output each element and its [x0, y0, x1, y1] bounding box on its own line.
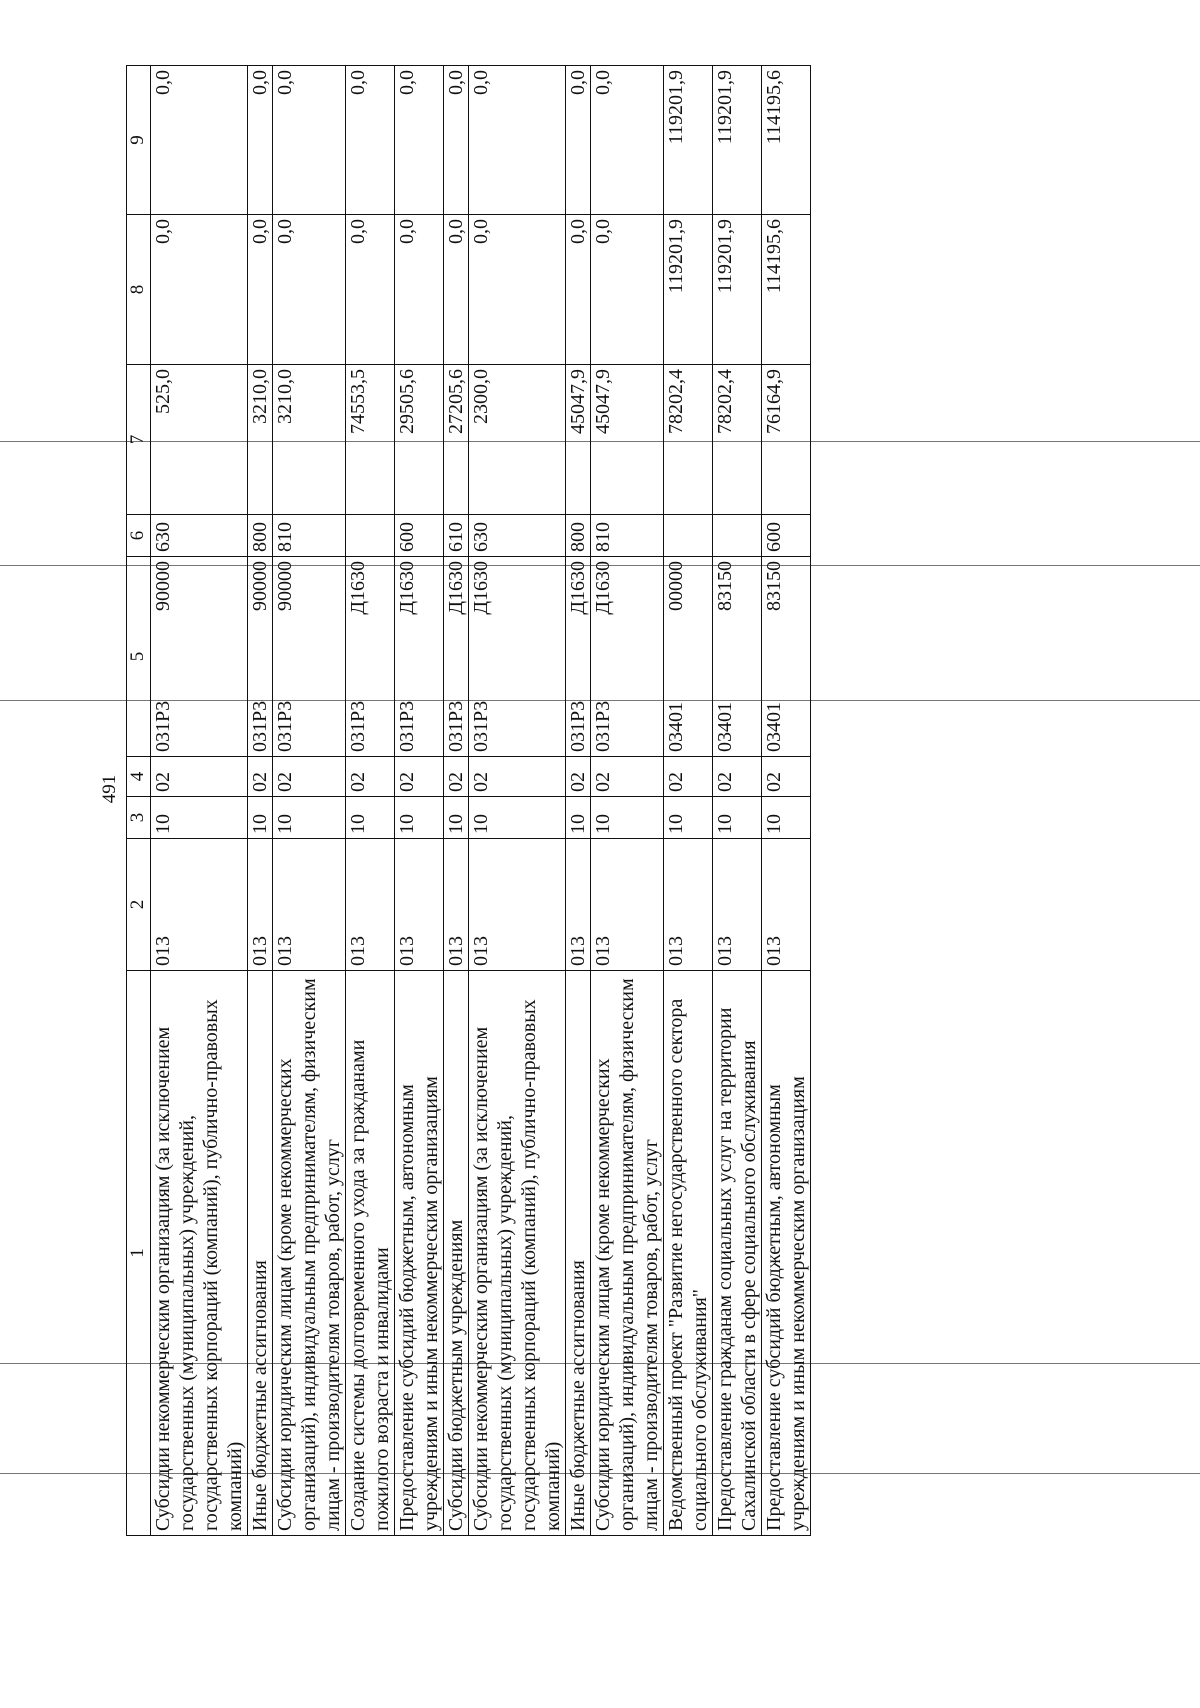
row-name: Субсидии некоммерческим организациям (за исключением государственных (муниципальных) учреждений, государственных корпораций (компаний), публично-правовых компаний) — [150, 971, 247, 1536]
amount-col-7: 3210,0 — [247, 365, 272, 515]
target-article-code — [443, 557, 468, 757]
direction-code: 83150 — [713, 561, 736, 611]
program-code: 031P3 — [469, 700, 492, 752]
ministry-code: 013 — [565, 839, 590, 971]
ministry-code: 013 — [590, 839, 663, 971]
expense-type-code: 810 — [590, 515, 663, 557]
amount-col-9: 0,0 — [565, 66, 590, 215]
subsection-code: 02 — [565, 757, 590, 797]
row-name: Создание системы долговременного ухода за гражданами пожилого возраста и инвалидами — [345, 971, 394, 1536]
subsection-code: 02 — [150, 757, 247, 797]
target-article-code — [247, 557, 272, 757]
target-article-code — [272, 557, 345, 757]
direction-code: 90000 — [273, 561, 296, 611]
amount-col-7: 78202,4 — [712, 365, 761, 515]
expense-type-code: 630 — [150, 515, 247, 557]
row-name: Предоставление субсидий бюджетным, автономным учреждениям и иным некоммерческим организациям — [761, 971, 810, 1536]
rotated-table-wrapper — [126, 66, 996, 1536]
subsection-code: 02 — [345, 757, 394, 797]
table-row — [247, 66, 272, 1536]
amount-col-9: 0,0 — [443, 66, 468, 215]
amount-col-8: 0,0 — [247, 215, 272, 365]
row-name: Субсидии юридическим лицам (кроме некоммерческих организаций), индивидуальным предпринимателям, физическим лицам - производителям товаров, работ, услуг — [590, 971, 663, 1536]
section-code: 10 — [590, 797, 663, 839]
amount-col-7: 45047,9 — [565, 365, 590, 515]
ministry-code: 013 — [247, 839, 272, 971]
column-header: 7 — [127, 365, 151, 515]
row-name: Ведомственный проект "Развитие негосударственного сектора социального обслуживания" — [663, 971, 712, 1536]
table-row — [590, 66, 663, 1536]
amount-col-9: 0,0 — [345, 66, 394, 215]
amount-col-7: 78202,4 — [663, 365, 712, 515]
amount-col-7: 525,0 — [150, 365, 247, 515]
column-header: 5 — [127, 557, 151, 757]
program-code: 03401 — [664, 702, 687, 752]
table-row — [468, 66, 565, 1536]
row-name: Предоставление субсидий бюджетным, автономным учреждениям и иным некоммерческим организациям — [394, 971, 443, 1536]
direction-code: Д1630 — [444, 561, 467, 615]
amount-col-8: 0,0 — [345, 215, 394, 365]
program-code: 031P3 — [346, 700, 369, 752]
target-article-code — [394, 557, 443, 757]
amount-col-8: 114195,6 — [761, 215, 810, 365]
target-article-code — [565, 557, 590, 757]
section-code: 10 — [712, 797, 761, 839]
row-name: Иные бюджетные ассигнования — [247, 971, 272, 1536]
table-row — [394, 66, 443, 1536]
ministry-code: 013 — [345, 839, 394, 971]
amount-col-7: 74553,5 — [345, 365, 394, 515]
amount-col-7: 76164,9 — [761, 365, 810, 515]
ministry-code: 013 — [443, 839, 468, 971]
amount-col-7: 3210,0 — [272, 365, 345, 515]
program-code: 031P3 — [395, 700, 418, 752]
target-article-code — [590, 557, 663, 757]
target-article-code — [150, 557, 247, 757]
column-header: 4 — [127, 757, 151, 797]
header-row — [127, 66, 151, 1536]
amount-col-9: 0,0 — [150, 66, 247, 215]
budget-table — [126, 65, 811, 1536]
ministry-code: 013 — [663, 839, 712, 971]
expense-type-code — [345, 515, 394, 557]
row-name: Субсидии некоммерческим организациям (за исключением государственных (муниципальных) учреждений, государственных корпораций (компаний), публично-правовых компаний) — [468, 971, 565, 1536]
row-name: Субсидии бюджетным учреждениям — [443, 971, 468, 1536]
table-row — [761, 66, 810, 1536]
amount-col-8: 0,0 — [590, 215, 663, 365]
subsection-code: 02 — [247, 757, 272, 797]
direction-code: Д1630 — [469, 561, 492, 615]
program-code: 031P3 — [444, 700, 467, 752]
program-code: 031P3 — [248, 700, 271, 752]
section-code: 10 — [272, 797, 345, 839]
table-row — [443, 66, 468, 1536]
direction-code: 90000 — [151, 561, 174, 611]
table-row — [345, 66, 394, 1536]
direction-code: 90000 — [248, 561, 271, 611]
amount-col-7: 45047,9 — [590, 365, 663, 515]
amount-col-8: 0,0 — [443, 215, 468, 365]
subsection-code: 02 — [663, 757, 712, 797]
subsection-code: 02 — [272, 757, 345, 797]
direction-code: 00000 — [664, 561, 687, 611]
program-code: 031P3 — [591, 700, 614, 752]
row-name: Иные бюджетные ассигнования — [565, 971, 590, 1536]
section-code: 10 — [394, 797, 443, 839]
amount-col-9: 119201,9 — [663, 66, 712, 215]
amount-col-9: 0,0 — [394, 66, 443, 215]
amount-col-7: 29505,6 — [394, 365, 443, 515]
program-code: 031P3 — [151, 700, 174, 752]
amount-col-9: 0,0 — [468, 66, 565, 215]
amount-col-8: 0,0 — [565, 215, 590, 365]
subsection-code: 02 — [761, 757, 810, 797]
column-header: 3 — [127, 797, 151, 839]
direction-code: 83150 — [762, 561, 785, 611]
target-article-code — [761, 557, 810, 757]
amount-col-9: 0,0 — [590, 66, 663, 215]
section-code: 10 — [565, 797, 590, 839]
direction-code: Д1630 — [566, 561, 589, 615]
amount-col-8: 0,0 — [272, 215, 345, 365]
ministry-code: 013 — [712, 839, 761, 971]
amount-col-8: 0,0 — [150, 215, 247, 365]
table-body — [127, 66, 811, 1536]
table-row — [150, 66, 247, 1536]
amount-col-7: 2300,0 — [468, 365, 565, 515]
direction-code: Д1630 — [591, 561, 614, 615]
expense-type-code: 600 — [761, 515, 810, 557]
ministry-code: 013 — [272, 839, 345, 971]
direction-code: Д1630 — [395, 561, 418, 615]
amount-col-8: 0,0 — [468, 215, 565, 365]
subsection-code: 02 — [394, 757, 443, 797]
amount-col-8: 119201,9 — [663, 215, 712, 365]
subsection-code: 02 — [712, 757, 761, 797]
table-row — [272, 66, 345, 1536]
column-header: 9 — [127, 66, 151, 215]
subsection-code: 02 — [468, 757, 565, 797]
direction-code: Д1630 — [346, 561, 369, 615]
column-header: 6 — [127, 515, 151, 557]
column-header: 2 — [127, 839, 151, 971]
target-article-code — [345, 557, 394, 757]
target-article-code — [663, 557, 712, 757]
section-code: 10 — [663, 797, 712, 839]
amount-col-8: 119201,9 — [712, 215, 761, 365]
expense-type-code: 600 — [394, 515, 443, 557]
amount-col-9: 114195,6 — [761, 66, 810, 215]
expense-type-code: 630 — [468, 515, 565, 557]
column-header: 8 — [127, 215, 151, 365]
expense-type-code — [712, 515, 761, 557]
row-name: Субсидии юридическим лицам (кроме некоммерческих организаций), индивидуальным предпринимателям, физическим лицам - производителям товаров, работ, услуг — [272, 971, 345, 1536]
column-header: 1 — [127, 971, 151, 1536]
ministry-code: 013 — [468, 839, 565, 971]
program-code: 031P3 — [566, 700, 589, 752]
program-code: 031P3 — [273, 700, 296, 752]
section-code: 10 — [345, 797, 394, 839]
target-article-code — [712, 557, 761, 757]
target-article-code — [468, 557, 565, 757]
ministry-code: 013 — [394, 839, 443, 971]
ministry-code: 013 — [761, 839, 810, 971]
subsection-code: 02 — [590, 757, 663, 797]
section-code: 10 — [150, 797, 247, 839]
section-code: 10 — [468, 797, 565, 839]
section-code: 10 — [443, 797, 468, 839]
section-code: 10 — [761, 797, 810, 839]
expense-type-code: 800 — [247, 515, 272, 557]
amount-col-7: 27205,6 — [443, 365, 468, 515]
ministry-code: 013 — [150, 839, 247, 971]
table-row — [663, 66, 712, 1536]
program-code: 03401 — [762, 702, 785, 752]
expense-type-code: 610 — [443, 515, 468, 557]
expense-type-code — [663, 515, 712, 557]
expense-type-code: 800 — [565, 515, 590, 557]
amount-col-9: 119201,9 — [712, 66, 761, 215]
amount-col-9: 0,0 — [272, 66, 345, 215]
subsection-code: 02 — [443, 757, 468, 797]
program-code: 03401 — [713, 702, 736, 752]
table-row — [712, 66, 761, 1536]
expense-type-code: 810 — [272, 515, 345, 557]
amount-col-8: 0,0 — [394, 215, 443, 365]
table-row — [565, 66, 590, 1536]
page-number: 491 — [99, 774, 120, 804]
section-code: 10 — [247, 797, 272, 839]
amount-col-9: 0,0 — [247, 66, 272, 215]
row-name: Предоставление гражданам социальных услуг на территории Сахалинской области в сфере социального обслуживания — [712, 971, 761, 1536]
